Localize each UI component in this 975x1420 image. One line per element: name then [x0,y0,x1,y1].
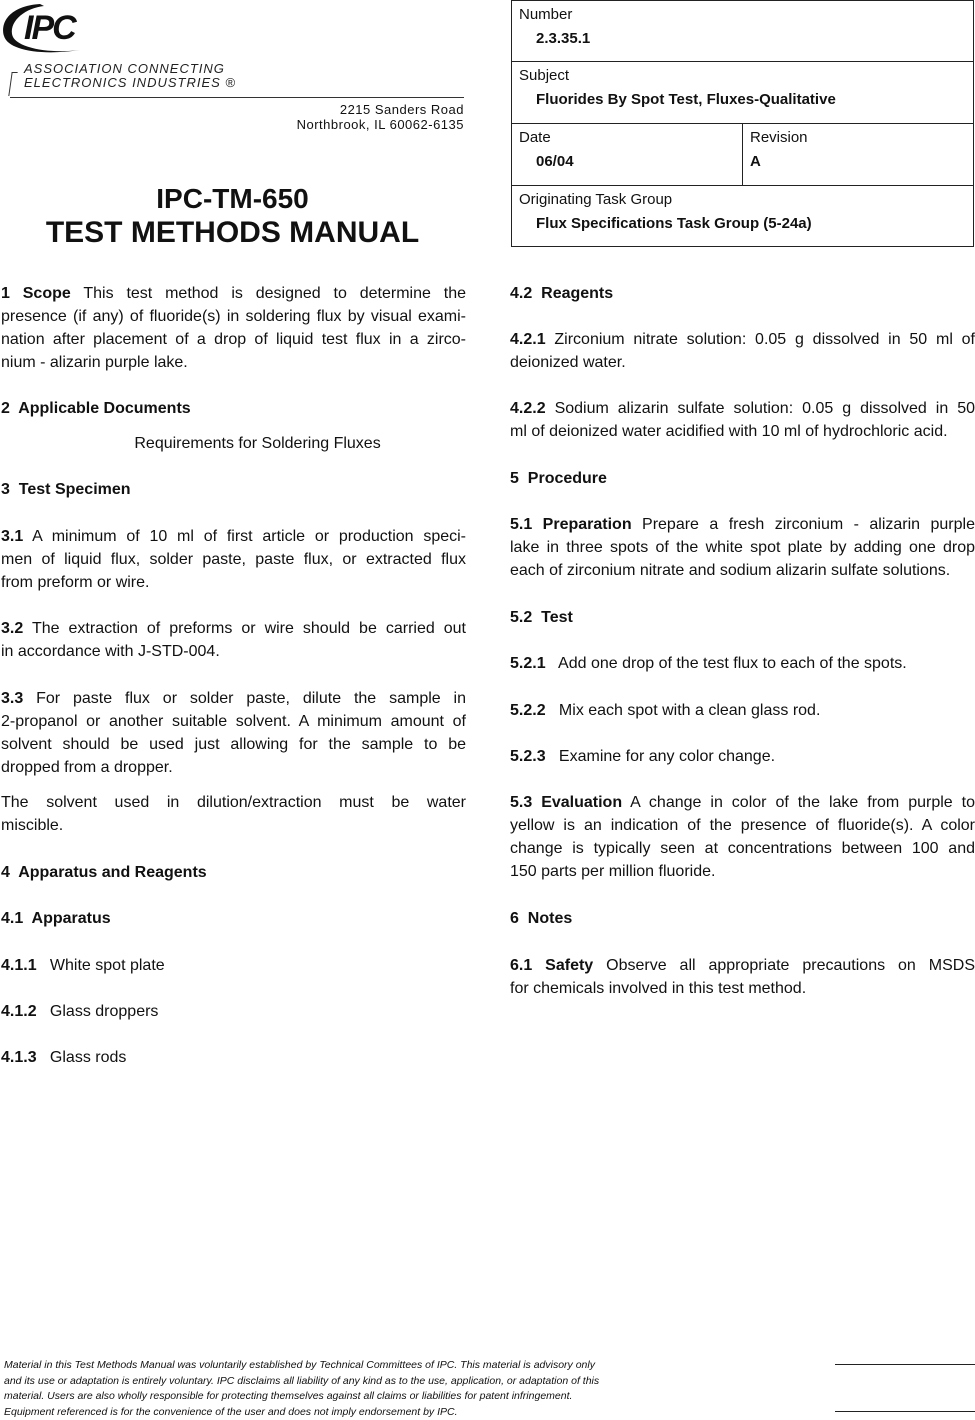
paragraph-text: 150 parts per million fluoride. [510,863,715,880]
number-value: 2.3.35.1 [536,30,590,47]
section-heading: 1 Scope [1,285,71,302]
paragraph-line [1,478,466,501]
section-heading: 4.2.2 [510,400,546,417]
info-box [511,0,974,247]
paragraph-text: each of zirconium nitrate and sodium alizarin sulfate solutions. [510,562,950,579]
section-heading: 3 Test Specimen [1,481,131,498]
svg-text:IPC: IPC [24,9,77,47]
paragraph-line [510,699,975,722]
paragraph-text: nation after placement of a drop of liquid test flux in a zirco- [1,331,466,348]
paragraph-line [510,606,975,629]
paragraph-line [510,791,975,814]
section-heading: 5.3 Evaluation [510,794,622,811]
section-paragraph [510,397,975,443]
paragraph-line [1,907,466,930]
section-paragraph [1,1046,466,1069]
paragraph-text: Sodium alizarin sulfate solution: 0.05 g dissolved in 50 [546,400,975,417]
paragraph-line [1,397,466,420]
section-paragraph [510,907,975,930]
paragraph-line [1,756,466,779]
footer-rule [835,1411,975,1412]
paragraph-line [510,467,975,490]
paragraph-line [1,548,466,571]
paragraph-line [1,1046,466,1069]
tagline-line: ELECTRONICS INDUSTRIES ® [24,76,236,90]
paragraph-line [1,814,466,837]
paragraph-text: solvent should be used just allowing for the sample to be [1,736,466,753]
paragraph-text: Glass rods [37,1049,127,1066]
revision-value: A [750,153,761,170]
section-paragraph [1,617,466,663]
section-heading: 4.2 Reagents [510,285,613,302]
number-cell [512,1,973,62]
paragraph-line [510,977,975,1000]
paragraph-line [1,733,466,756]
section-paragraph [1,861,466,884]
paragraph-text: men of liquid flux, solder paste, paste flux, or extracted flux [1,551,466,568]
divider [8,72,17,96]
date-cell [512,124,743,186]
subject-value: Fluorides By Spot Test, Fluxes-Qualitative [536,91,836,108]
section-heading: 4.1 Apparatus [1,910,111,927]
paragraph-text: Examine for any color change. [546,748,775,765]
paragraph-line [510,420,975,443]
section-paragraph [510,699,975,722]
paragraph-line [510,559,975,582]
address-line: Northbrook, IL 60062-6135 [297,117,464,132]
section-heading: 4.1.3 [1,1049,37,1066]
section-paragraph [510,652,975,675]
footer-rule [835,1364,975,1365]
divider [10,97,464,98]
disclaimer-line: material. Users are also wholly responsible for protecting themselves against all claims or liabilities for patent infringement. [4,1389,599,1405]
section-heading: 5.2 Test [510,609,573,626]
paragraph-line [1,617,466,640]
paragraph-text: in accordance with J-STD-004. [1,643,220,660]
subject-cell [512,62,973,124]
paragraph-line [1,710,466,733]
paragraph-line [1,432,466,455]
paragraph-text: A change in color of the lake from purple to [622,794,975,811]
task-group-value: Flux Specifications Task Group (5-24a) [536,215,812,232]
paragraph-line [510,536,975,559]
section-paragraph [1,1000,466,1023]
paragraph-line [1,351,466,374]
section-paragraph [510,328,975,374]
section-paragraph [1,397,466,420]
paragraph-line [510,351,975,374]
paragraph-text: Glass droppers [37,1003,159,1020]
paragraph-text: lake in three spots of the white spot plate by adding one drop [510,539,975,556]
paragraph-text: Observe all appropriate precautions on MSDS [593,957,975,974]
subject-label: Subject [519,67,569,84]
ipc-logo [0,0,110,60]
section-heading: 5.1 Preparation [510,516,632,533]
section-heading: 2 Applicable Documents [1,400,191,417]
paragraph-text: deionized water. [510,354,626,371]
paragraph-text: This test method is designed to determine the [71,285,466,302]
paragraph-line [1,525,466,548]
section-paragraph [510,282,975,305]
paragraph-text: For paste flux or solder paste, dilute the sample in [23,690,466,707]
paragraph-text: Mix each spot with a clean glass rod. [546,702,821,719]
task-group-cell [512,186,973,247]
paragraph-line [1,282,466,305]
paragraph-text: Add one drop of the test flux to each of the spots. [546,655,907,672]
section-heading: 3.3 [1,690,23,707]
paragraph-line [510,814,975,837]
section-paragraph [510,513,975,582]
section-paragraph [1,478,466,501]
paragraph-text: miscible. [1,817,63,834]
paragraph-text: White spot plate [37,957,165,974]
section-heading: 3.1 [1,528,23,545]
paragraph-line [510,282,975,305]
paragraph-line [1,861,466,884]
paragraph-text: Requirements for Soldering Fluxes [1,435,381,452]
address [297,102,464,132]
disclaimer [4,1358,599,1420]
section-paragraph [1,954,466,977]
paragraph-line [1,1000,466,1023]
manual-code: IPC-TM-650 [0,183,465,215]
section-paragraph [510,791,975,883]
section-heading: 5.2.2 [510,702,546,719]
paragraph-text: Zirconium nitrate solution: 0.05 g dissolved in 50 ml of [546,331,975,348]
paragraph-text: The extraction of preforms or wire should be carried out [23,620,466,637]
address-line: 2215 Sanders Road [297,102,464,117]
paragraph-line [510,954,975,977]
section-heading: 5.2.3 [510,748,546,765]
paragraph-text: dropped from a dropper. [1,759,173,776]
paragraph-text: Prepare a fresh zirconium - alizarin purple [632,516,975,533]
paragraph-line [1,791,466,814]
paragraph-line [1,640,466,663]
paragraph-text: for chemicals involved in this test method. [510,980,806,997]
section-paragraph [510,954,975,1000]
paragraph-line [510,397,975,420]
paragraph-line [510,513,975,536]
section-paragraph [510,606,975,629]
section-heading: 6 Notes [510,910,572,927]
section-heading: 4.1.2 [1,1003,37,1020]
disclaimer-line: Equipment referenced is for the convenience of the user and does not imply endorsement by IPC. [4,1405,599,1420]
manual-title: TEST METHODS MANUAL [0,216,465,250]
section-paragraph [1,525,466,594]
section-paragraph [1,432,466,455]
paragraph-line [510,907,975,930]
paragraph-line [1,305,466,328]
paragraph-line [1,687,466,710]
paragraph-text: A minimum of 10 ml of first article or production speci- [23,528,466,545]
paragraph-text: nium - alizarin purple lake. [1,354,188,371]
paragraph-text: 2-propanol or another suitable solvent. A minimum amount of [1,713,466,730]
section-paragraph [510,745,975,768]
section-heading: 3.2 [1,620,23,637]
section-paragraph [1,282,466,374]
revision-cell [743,124,974,186]
association-tagline [24,62,236,90]
paragraph-line [510,745,975,768]
paragraph-line [510,860,975,883]
section-heading: 4.2.1 [510,331,546,348]
date-label: Date [519,129,551,146]
date-value: 06/04 [536,153,574,170]
task-group-label: Originating Task Group [519,191,672,208]
tagline-line: ASSOCIATION CONNECTING [24,62,236,76]
section-paragraph [1,907,466,930]
paragraph-text: ml of deionized water acidified with 10 ml of hydrochloric acid. [510,423,948,440]
paragraph-line [1,954,466,977]
section-heading: 4.1.1 [1,957,37,974]
section-paragraph [1,687,466,779]
disclaimer-line: and its use or adaptation is entirely voluntary. IPC disclaims all liability of any kind as to the use, application, or adaptation of this [4,1374,599,1390]
paragraph-text: from preform or wire. [1,574,149,591]
paragraph-text: change is typically seen at concentrations between 100 and [510,840,975,857]
section-heading: 5 Procedure [510,470,607,487]
paragraph-line [510,328,975,351]
paragraph-text: yellow is an indication of the presence of fluoride(s). A color [510,817,975,834]
paragraph-line [510,837,975,860]
paragraph-text: presence (if any) of fluoride(s) in soldering flux by visual exami- [1,308,466,325]
paragraph-line [1,571,466,594]
paragraph-line [510,652,975,675]
section-heading: 4 Apparatus and Reagents [1,864,207,881]
section-paragraph [510,467,975,490]
section-heading: 5.2.1 [510,655,546,672]
paragraph-text: The solvent used in dilution/extraction must be water [1,794,466,811]
section-heading: 6.1 Safety [510,957,593,974]
disclaimer-line: Material in this Test Methods Manual was voluntarily established by Technical Committees of IPC. This material is advisory only [4,1358,599,1374]
section-paragraph [1,791,466,837]
number-label: Number [519,6,572,23]
revision-label: Revision [750,129,808,146]
paragraph-line [1,328,466,351]
